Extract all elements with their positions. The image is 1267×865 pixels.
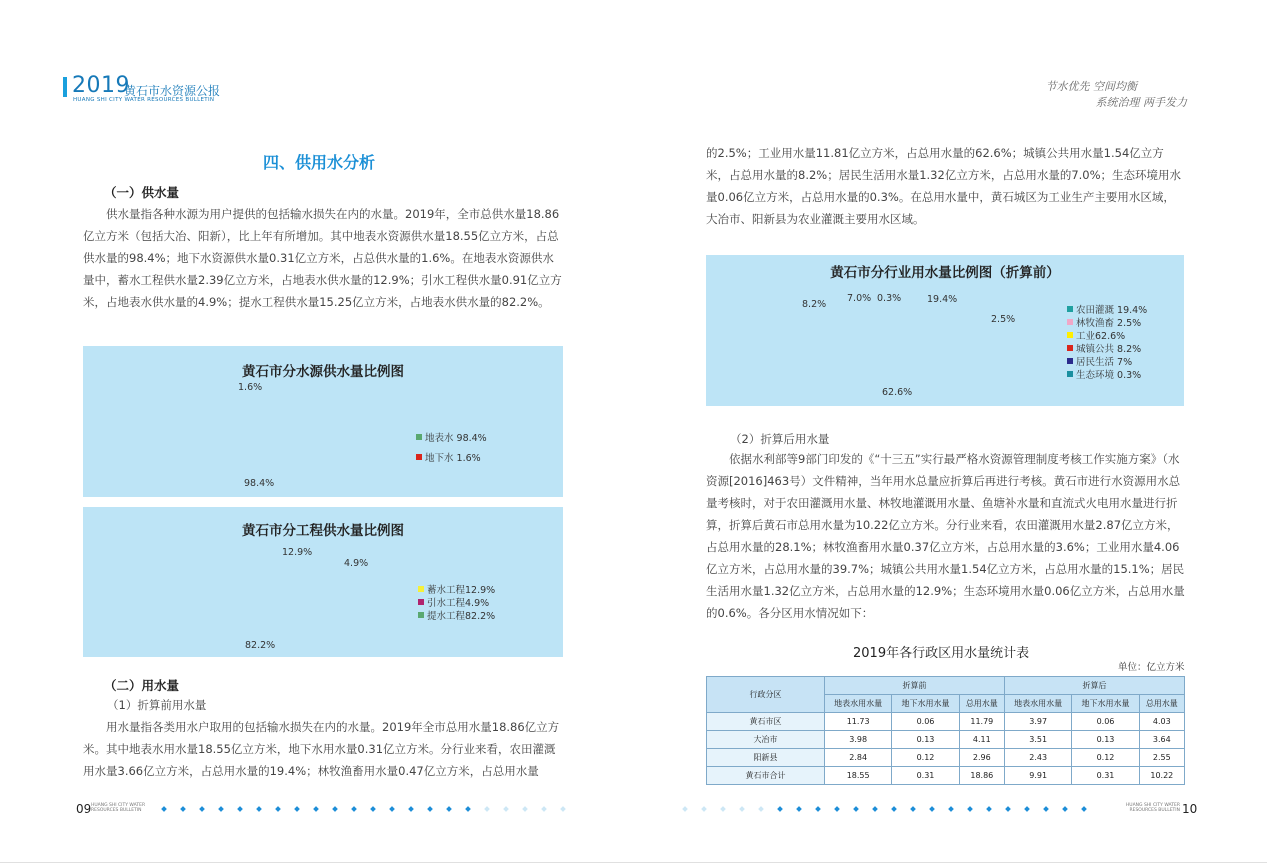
slogan-line2: 系统治理 两手发力 (1095, 96, 1187, 109)
table-subheader: 地下水用水量 (892, 695, 959, 713)
pie-label-industry: 62.6% (882, 387, 913, 398)
table-row: 大冶市 3.98 0.13 4.11 3.51 0.13 3.64 (707, 731, 1185, 749)
chart-title: 黄石市分工程供水量比例图 (242, 523, 404, 539)
slogan-line1: 节水优先 空间均衡 (1045, 80, 1137, 93)
chart-water-source-panel (83, 346, 563, 497)
pie-label-groundwater: 1.6% (238, 382, 263, 393)
pie-label-diversion: 4.9% (344, 558, 369, 569)
section-title: 四、供用水分析 (263, 153, 376, 172)
pie-label-surface: 98.4% (244, 478, 275, 489)
header-year: 2019 (72, 73, 130, 98)
table-header-before: 折算前 (825, 677, 1005, 695)
legend-item-residential: 居民生活 7% (1067, 354, 1147, 367)
chart-industry-panel (706, 255, 1184, 406)
table-title: 2019年各行政区用水量统计表 (853, 646, 1030, 661)
chart-water-source-svg (83, 346, 563, 497)
legend-item-irrigation: 农田灌溉 19.4% (1067, 302, 1147, 315)
chart-legend (416, 430, 487, 463)
table-subheader: 地下水用水量 (1072, 695, 1139, 713)
footer-dots-right (683, 807, 1101, 811)
pie-label-ecology: 0.3% (877, 293, 902, 304)
paragraph-converted-use: 依据水利部等9部门印发的《“十三五”实行最严格水资源管理制度考核工作实施方案》（水资源[2016]463号）文件精神，当年用水总量应折算后再进行考核。黄石市进行水资源用水总量考核时，对于农田灌溉用水量、林牧地灌溉用水量、鱼塘补水量和直流式火电用水量进行折算，折算后黄石市总用水量为10.22亿立方米。分行业来看，农田灌溉用水量2.87亿立方米，占总用水量的28.1%；林牧渔畜用水量0.37亿立方米，占总用水量的3.6%；工业用水量4.06亿立方米，占总用水量的39.7%；城镇公共用水量1.54亿立方米，占总用水量的15.1%；居民生活用水量1.32亿立方米，占总用水量的12.9%；生态环境用水量0.06亿立方米，占总用水量的0.6%。各分区用水情况如下： (706, 452, 1185, 620)
paragraph-water-use: 用水量指各类用水户取用的包括输水损失在内的水量。2019年全市总用水量18.86亿立方米。其中地表水用水量18.55亿立方米，地下水用水量0.31亿立方米。分行业来看，农田灌溉用水量3.66亿立方米，占总用水量的19.4%；林牧渔畜用水量0.47亿立方米，占总用水量 (83, 720, 560, 778)
footer-brand-left: HUANG SHI CITY WATER RESOURCES BULLETIN (91, 803, 146, 813)
table-header-region: 行政分区 (707, 677, 825, 713)
subheading-water-supply: （一）供水量 (104, 185, 180, 200)
legend-item-surface: 地表水 98.4% (416, 430, 487, 443)
pie-label-forestry: 2.5% (991, 314, 1016, 325)
subheading-before-conversion: （1）折算前用水量 (107, 698, 207, 712)
page-number-right: 10 (1182, 802, 1198, 816)
subheading-after-conversion: （2）折算后用水量 (730, 432, 830, 446)
table-row: 阳新县 2.84 0.12 2.96 2.43 0.12 2.55 (707, 749, 1185, 767)
table-subheader: 总用水量 (1139, 695, 1184, 713)
legend-item-industry: 工业62.6% (1067, 328, 1147, 341)
page-number-left: 09 (76, 802, 92, 816)
page-bottom-rule (0, 862, 1267, 863)
table-row: 黄石市合计 18.55 0.31 18.86 9.91 0.31 10.22 (707, 767, 1185, 785)
pie-label-storage: 12.9% (282, 547, 313, 558)
legend-item-forestry: 林牧渔畜 2.5% (1067, 315, 1147, 328)
table-subheader: 地表水用水量 (825, 695, 892, 713)
pie-label-irrigation: 19.4% (927, 294, 958, 305)
header-title-en: HUANG SHI CITY WATER RESOURCES BULLETIN (73, 97, 215, 103)
chart-title: 黄石市分行业用水量比例图（折算前） (830, 265, 1060, 281)
table-row: 黄石市区 11.73 0.06 11.79 3.97 0.06 4.03 (707, 713, 1185, 731)
footer-brand-right: HUANG SHI CITY WATER RESOURCES BULLETIN (1125, 803, 1180, 813)
footer-dots-left (162, 807, 580, 811)
legend-item-groundwater: 地下水 1.6% (416, 450, 487, 463)
table-subheader: 总用水量 (959, 695, 1004, 713)
legend-item-ecology: 生态环境 0.3% (1067, 367, 1147, 380)
pie-label-lifting: 82.2% (245, 640, 276, 651)
legend-item-storage: 蓄水工程12.9% (418, 582, 495, 595)
table-header-after: 折算后 (1004, 677, 1184, 695)
table-subheader: 地表水用水量 (1004, 695, 1071, 713)
header-accent-bar (63, 77, 67, 97)
legend-item-lifting: 提水工程82.2% (418, 608, 495, 621)
table-unit: 单位：亿立方米 (1118, 662, 1185, 673)
paragraph-water-supply: 供水量指各种水源为用户提供的包括输水损失在内的水量。2019年，全市总供水量18.86亿立方米（包括大冶、阳新），比上年有所增加。其中地表水资源供水量18.55亿立方米，占总供水量的98.4%；地下水资源供水量0.31亿立方米，占总供水量的1.6%。在地表水资源供水量中，蓄水工程供水量2.39亿立方米，占地表水供水量的12.9%；引水工程供水量0.91亿立方米，占地表水供水量的4.9%；提水工程供水量15.25亿立方米，占地表水供水量的82.2%。 (83, 207, 562, 309)
legend-item-urban: 城镇公共 8.2% (1067, 341, 1147, 354)
subheading-water-use: （二）用水量 (104, 678, 180, 693)
pie-label-urban: 8.2% (802, 299, 827, 310)
chart-title: 黄石市分水源供水量比例图 (242, 364, 404, 380)
region-water-table (706, 676, 1185, 785)
chart-legend (1067, 302, 1147, 380)
header-title: 黄石市水资源公报 (124, 84, 221, 98)
chart-engineering-panel (83, 507, 563, 657)
pie-label-residential: 7.0% (847, 293, 872, 304)
legend-item-diversion: 引水工程4.9% (418, 595, 495, 608)
chart-legend (418, 582, 495, 621)
paragraph-water-use-cont: 的2.5%；工业用水量11.81亿立方米，占总用水量的62.6%；城镇公共用水量1.54亿立方米，占总用水量的8.2%；居民生活用水量1.32亿立方米，占总用水量的7.0%；生态环境用水量0.06亿立方米，占总用水量的0.3%。在总用水量中，黄石城区为工业生产主要用水区域，大冶市、阳新县为农业灌溉主要用水区域。 (706, 146, 1182, 226)
